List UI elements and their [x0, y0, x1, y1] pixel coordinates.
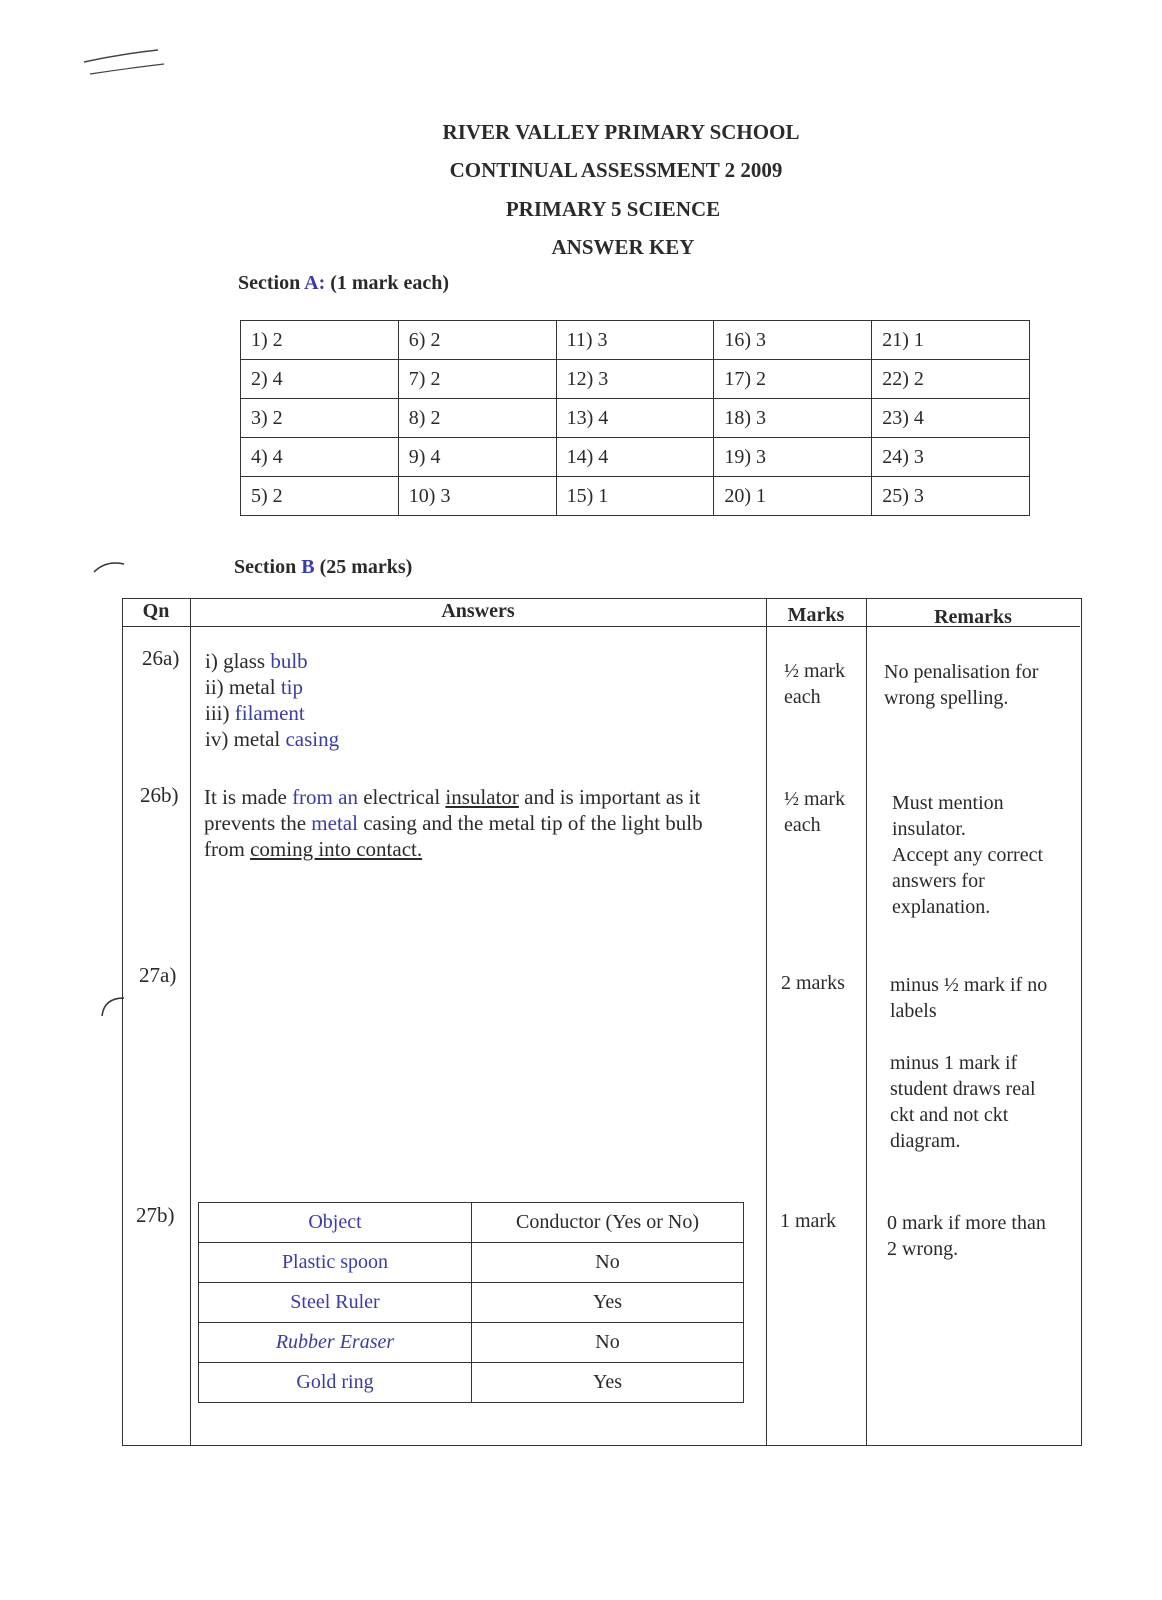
table-row	[241, 399, 1030, 438]
subject-title: PRIMARY 5 SCIENCE	[505, 197, 721, 221]
answer-line: prevents the metal casing and the metal tip of the light bulb	[204, 811, 703, 835]
table-row	[241, 321, 1030, 360]
question-27b-marks: 1 mark	[780, 1210, 837, 1232]
section-a-title: Section A: (1 mark each)	[238, 272, 450, 294]
answer-line: i) glass bulb	[205, 649, 308, 673]
question-27a-number: 27a)	[139, 963, 177, 987]
answer-cell: 15) 1	[556, 477, 714, 516]
column-divider	[866, 598, 867, 1445]
answer-cell: 4) 4	[241, 438, 399, 477]
answer-cell: 3) 2	[241, 399, 399, 438]
conductor-cell: Yes	[472, 1283, 744, 1323]
answer-cell: 23) 4	[872, 399, 1030, 438]
object-cell: Plastic spoon	[199, 1243, 472, 1283]
answer-cell: 11) 3	[556, 321, 714, 360]
answer-line: It is made from an electrical insulator and is important as it	[204, 785, 701, 809]
question-27b-remarks: 0 mark if more than 2 wrong.	[887, 1212, 1046, 1260]
table-row	[199, 1363, 744, 1403]
pen-stroke-mark	[80, 40, 170, 80]
answer-cell: 17) 2	[714, 360, 872, 399]
table-row	[241, 477, 1030, 516]
col-header-answers: Answers	[441, 600, 515, 622]
col-header-qn: Qn	[142, 600, 170, 622]
conductor-cell: No	[472, 1323, 744, 1363]
object-cell: Rubber Eraser	[199, 1323, 472, 1363]
col-header-remarks: Remarks	[934, 606, 1012, 628]
answer-cell: 20) 1	[714, 477, 872, 516]
question-26a-remarks: No penalisation for wrong spelling.	[884, 661, 1039, 709]
object-cell: Gold ring	[199, 1363, 472, 1403]
conductor-cell: No	[472, 1243, 744, 1283]
answer-cell: 8) 2	[398, 399, 556, 438]
answer-cell: 21) 1	[872, 321, 1030, 360]
assessment-title: CONTINUAL ASSESSMENT 2 2009	[449, 158, 783, 182]
answer-cell: 19) 3	[714, 438, 872, 477]
table-row	[199, 1283, 744, 1323]
answer-cell: 13) 4	[556, 399, 714, 438]
answer-line: from coming into contact.	[204, 837, 423, 861]
table-row	[241, 438, 1030, 477]
answer-key-title: ANSWER KEY	[551, 235, 695, 259]
question-26b-number: 26b)	[140, 783, 179, 807]
answer-cell: 10) 3	[398, 477, 556, 516]
question-26a-number: 26a)	[142, 646, 180, 670]
question-26b-marks: ½ mark each	[784, 788, 846, 836]
answer-cell: 24) 3	[872, 438, 1030, 477]
question-27a-marks: 2 marks	[781, 972, 845, 994]
table-header-row	[199, 1203, 744, 1243]
section-a-answer-table	[240, 320, 1030, 516]
question-26b-remarks: Must mention insulator. Accept any correct answers for explanation.	[892, 792, 1044, 918]
conductor-cell: Yes	[472, 1363, 744, 1403]
table-row	[199, 1243, 744, 1283]
answer-cell: 2) 4	[241, 360, 399, 399]
answer-cell: 1) 2	[241, 321, 399, 360]
question-27a-remarks: minus ½ mark if no labels minus 1 mark if student draws real ckt and not ckt diagram.	[890, 974, 1048, 1152]
object-cell: Steel Ruler	[199, 1283, 472, 1323]
table-header-conductor: Conductor (Yes or No)	[472, 1203, 744, 1243]
table-row	[199, 1323, 744, 1363]
conductor-table	[198, 1202, 744, 1403]
answer-cell: 22) 2	[872, 360, 1030, 399]
column-divider	[766, 598, 767, 1445]
column-divider	[190, 598, 191, 1445]
section-b-title: Section B (25 marks)	[234, 556, 413, 578]
answer-cell: 16) 3	[714, 321, 872, 360]
table-header-object: Object	[199, 1203, 472, 1243]
answer-line: iv) metal casing	[205, 727, 340, 751]
answer-line: ii) metal tip	[205, 675, 303, 699]
answer-line: iii) filament	[205, 701, 305, 725]
punch-hole-mark-1	[90, 556, 130, 576]
col-header-marks: Marks	[787, 604, 845, 626]
question-27b-number: 27b)	[136, 1203, 175, 1227]
answer-cell: 18) 3	[714, 399, 872, 438]
answer-cell: 6) 2	[398, 321, 556, 360]
answer-cell: 14) 4	[556, 438, 714, 477]
answer-cell: 25) 3	[872, 477, 1030, 516]
answer-cell: 5) 2	[241, 477, 399, 516]
question-26a-marks: ½ mark each	[784, 660, 846, 708]
answer-cell: 9) 4	[398, 438, 556, 477]
school-name: RIVER VALLEY PRIMARY SCHOOL	[442, 120, 800, 144]
question-26a-answer	[205, 648, 339, 752]
question-26b-answer	[204, 784, 764, 862]
answer-cell: 7) 2	[398, 360, 556, 399]
table-row	[241, 360, 1030, 399]
answer-cell: 12) 3	[556, 360, 714, 399]
